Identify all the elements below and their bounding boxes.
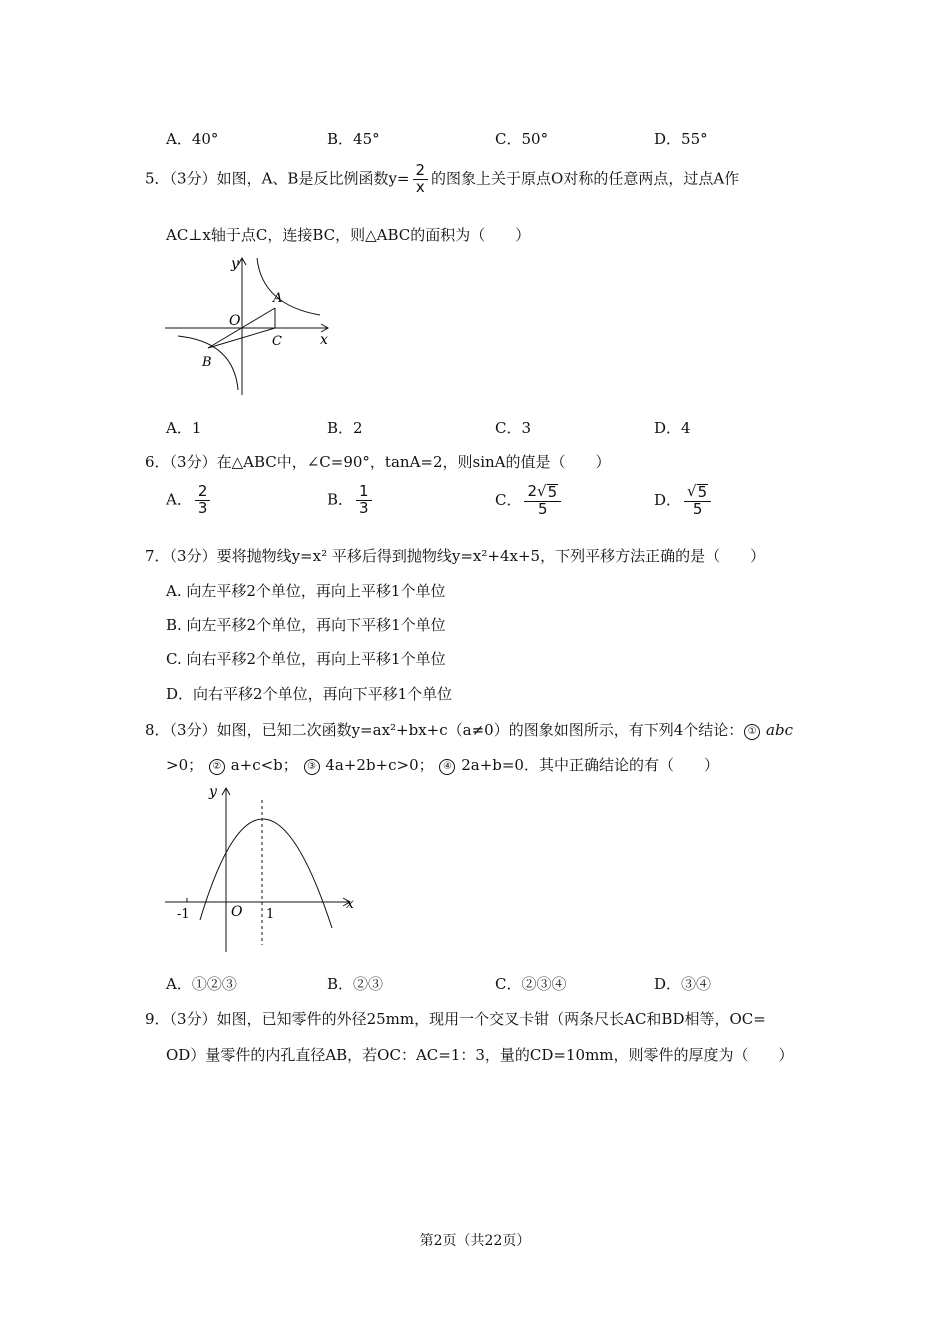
q8-origin-label: O xyxy=(231,904,243,920)
q5-fraction xyxy=(413,163,429,196)
sqrt-symbol: √ 5 xyxy=(687,482,708,501)
q6-c-den: 5 xyxy=(538,499,548,518)
q6-b-num: 1 xyxy=(356,484,372,501)
q8-parabola-figure xyxy=(160,780,365,955)
q8-option-a: A．①②③ xyxy=(166,975,237,993)
q5-stem-suffix: 的图象上关于原点O对称的任意两点，过点A作 xyxy=(431,169,740,188)
q5-x-label: x xyxy=(320,332,328,348)
q8-circled-4: ④ xyxy=(439,759,455,775)
q8-option-c: C．②③④ xyxy=(495,975,567,993)
q4-option-a: A．40° xyxy=(166,130,219,148)
q4-option-b: B．45° xyxy=(327,130,380,148)
q4-option-d: D．55° xyxy=(654,130,708,148)
q6-option-b-label: B． xyxy=(327,490,354,509)
q5-y-label: y xyxy=(231,256,239,272)
q7-stem: 7．（3分）要将抛物线y=x² 平移后得到抛物线y=x²+4x+5，下列平移方法正确的是（ ） xyxy=(145,547,766,565)
q8-s2a: >0； xyxy=(166,756,204,774)
q6-d-den: 5 xyxy=(692,499,703,518)
q6-option-a-label: A． xyxy=(166,490,192,509)
q5-point-c: C xyxy=(272,334,282,349)
q5-option-d: D．4 xyxy=(654,419,691,437)
q8-stem-line2 xyxy=(166,754,719,775)
q5-origin-label: O xyxy=(229,313,241,329)
q8-option-b: B．②③ xyxy=(327,975,384,993)
sqrt-symbol: √ 5 xyxy=(537,482,558,501)
q5-option-c: C．3 xyxy=(495,419,532,437)
q6-option-b xyxy=(327,484,375,517)
q7-option-c: C. 向右平移2个单位，再向上平移1个单位 xyxy=(166,650,446,668)
q8-y-label: y xyxy=(209,784,217,800)
q6-stem: 6．（3分）在△ABC中，∠C=90°，tanA=2，则sinA的值是（ ） xyxy=(145,453,611,471)
q5-stem-line1 xyxy=(145,163,739,196)
q5-point-b: B xyxy=(202,355,212,370)
q5-stem-prefix: 5．（3分）如图，A、B是反比例函数y= xyxy=(145,169,410,188)
q8-s2d: 2a+b=0．其中正确结论的有（ ） xyxy=(461,756,719,774)
q5-hyperbola-figure xyxy=(160,250,340,398)
q5-point-a: A xyxy=(273,291,283,306)
q8-stem-line1 xyxy=(145,719,793,740)
q6-option-c-label: C． xyxy=(495,490,522,509)
q6-option-d xyxy=(654,484,714,518)
q7-option-d: D．向右平移2个单位，再向下平移1个单位 xyxy=(166,685,453,703)
page-footer: 第2页（共22页） xyxy=(419,1233,531,1249)
q8-tick-neg1: -1 xyxy=(177,907,190,922)
q8-x-label: x xyxy=(346,896,354,912)
q9-stem-line2: OD）量零件的内孔直径AB，若OC：AC=1：3，量的CD=10mm，则零件的厚度为（ ） xyxy=(166,1046,794,1064)
q5-frac-den: x xyxy=(415,177,425,196)
q6-option-d-label: D． xyxy=(654,490,682,509)
q8-circled-2: ② xyxy=(209,759,225,775)
q6-a-den: 3 xyxy=(197,498,208,517)
q4-option-c: C．50° xyxy=(495,130,549,148)
q6-d-rad: 5 xyxy=(697,483,708,501)
q8-option-d: D．③④ xyxy=(654,975,712,993)
q5-frac-num: 2 xyxy=(413,163,429,180)
q8-abc: abc xyxy=(766,721,793,739)
q6-a-num: 2 xyxy=(195,484,211,501)
q6-c-rad: 5 xyxy=(547,483,558,501)
q9-stem-line1: 9．（3分）如图，已知零件的外径25mm，现用一个交叉卡钳（两条尺长AC和BD相等，OC= xyxy=(145,1010,766,1028)
q8-tick-1: 1 xyxy=(266,907,275,922)
q8-circled-3: ③ xyxy=(304,759,320,775)
q7-option-b: B. 向左平移2个单位，再向下平移1个单位 xyxy=(166,616,446,634)
q5-option-b: B．2 xyxy=(327,419,363,437)
q6-option-c xyxy=(495,484,564,518)
q8-circled-1: ① xyxy=(744,724,760,740)
q6-c-coef: 2 xyxy=(527,482,538,500)
q8-s2c: 4a+2b+c>0； xyxy=(325,756,434,774)
q6-b-den: 3 xyxy=(359,498,369,517)
q7-option-a: A. 向左平移2个单位，再向上平移1个单位 xyxy=(166,582,446,600)
q6-option-a xyxy=(166,484,213,517)
q5-stem-line2: AC⊥x轴于点C，连接BC，则△ABC的面积为（ ） xyxy=(166,226,531,244)
q8-stem-text: 8．（3分）如图，已知二次函数y=ax²+bx+c（a≠0）的图象如图所示，有下列4个结论： xyxy=(145,721,744,739)
q5-option-a: A．1 xyxy=(166,419,202,437)
q8-s2b: a+c<b； xyxy=(230,756,298,774)
